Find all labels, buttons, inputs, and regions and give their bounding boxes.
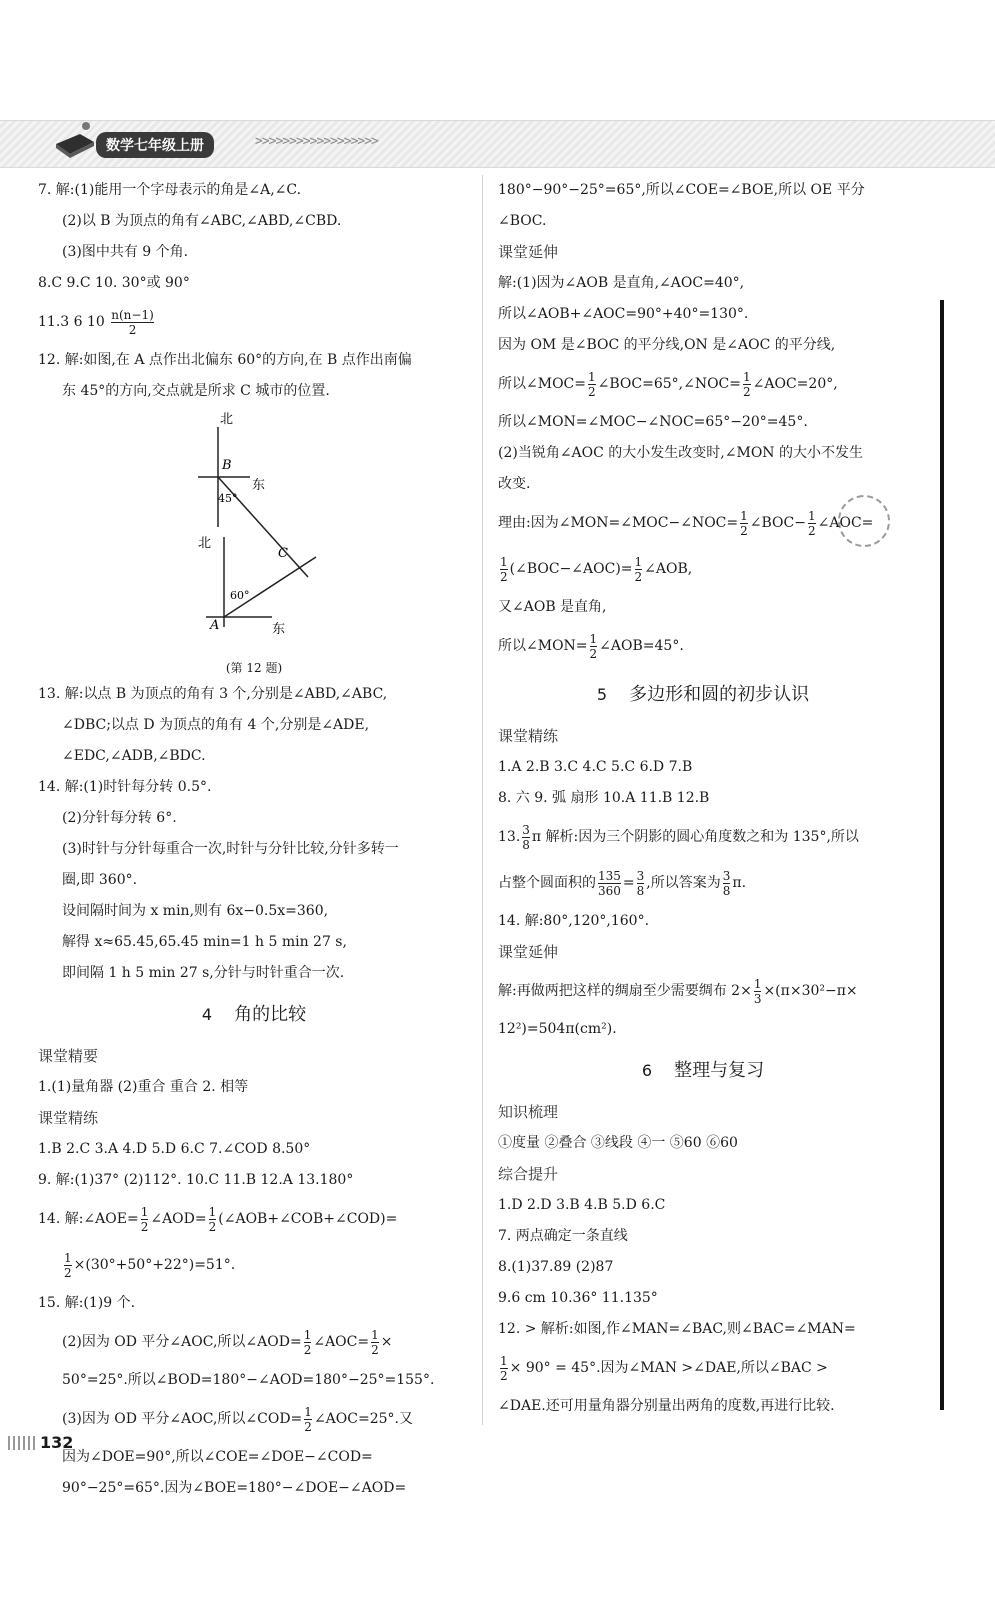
jinglian-heading: 课堂精练 xyxy=(38,1109,99,1127)
page-number-bars xyxy=(8,1436,36,1450)
e-line2: 12²)=504π(cm²). xyxy=(498,1021,617,1037)
ac-line xyxy=(224,557,316,617)
j13a: 13. xyxy=(498,829,521,845)
frac-3-8 xyxy=(637,869,645,898)
frac-num: 1 xyxy=(208,1204,217,1219)
j13c: 占整个圆面积的 xyxy=(498,875,596,891)
frac-num: n(n−1) xyxy=(111,307,154,322)
y4c: ∠AOC=20°, xyxy=(752,376,838,392)
frac-half xyxy=(808,509,816,538)
y-line1: 解:(1)因为∠AOB 是直角,∠AOC=40°, xyxy=(498,275,745,291)
page-edge-shadow xyxy=(940,300,944,1410)
y-line2: 所以∠AOB+∠AOC=90°+40°=130°. xyxy=(498,306,749,322)
j13b: π 解析:因为三个阴影的圆心角度数之和为 135°,所以 xyxy=(531,829,859,845)
label-c: C xyxy=(278,546,288,561)
y-line4 xyxy=(498,361,908,407)
c-line12b xyxy=(498,1345,908,1391)
section-4-title xyxy=(38,993,470,1037)
c12b: × 90° = 45°.因为∠MAN >∠DAE,所以∠BAC > xyxy=(509,1360,828,1376)
j13e: ,所以答案为 xyxy=(646,875,721,891)
label-60: 60° xyxy=(230,589,250,602)
q14b-text-c: (∠AOB+∠COB+∠COD)= xyxy=(218,1211,398,1227)
frac-den: 2 xyxy=(807,523,816,538)
label-east2: 东 xyxy=(272,622,286,637)
q15-2b: ∠AOC= xyxy=(313,1334,370,1350)
j-line13b xyxy=(498,860,908,906)
q15-line6: 90°−25°=65°.因为∠BOE=180°−∠DOE−∠AOD= xyxy=(62,1480,407,1496)
q15-2a: (2)因为 OD 平分∠AOC,所以∠AOD= xyxy=(62,1334,302,1350)
frac-num: 135 xyxy=(598,868,621,883)
right-column xyxy=(498,175,908,1422)
jingyao-heading: 课堂精要 xyxy=(38,1047,99,1065)
q7-line1: 7. 解:(1)能用一个字母表示的角是∠A,∠C. xyxy=(38,182,302,198)
q15-line2 xyxy=(38,1319,470,1365)
frac-num: 1 xyxy=(740,508,748,523)
yanshen2-heading: 课堂延伸 xyxy=(498,943,559,961)
frac-num: 1 xyxy=(303,1327,312,1342)
y-line8 xyxy=(498,500,908,546)
c-line8: 8.(1)37.89 (2)87 xyxy=(498,1259,614,1275)
figure-caption: (第 12 题) xyxy=(225,661,283,675)
q14-line1: 14. 解:(1)时针每分转 0.5°. xyxy=(38,779,212,795)
frac-3-8 xyxy=(522,823,530,852)
frac-num: 1 xyxy=(140,1204,149,1219)
frac-num: 1 xyxy=(807,508,816,523)
jingyao-1: 1.(1)量角器 (2)重合 重合 2. 相等 xyxy=(38,1079,249,1095)
q15-3b: ∠AOC=25°.又 xyxy=(313,1411,413,1427)
j-line13 xyxy=(498,814,908,860)
y8b: ∠BOC− xyxy=(749,515,806,531)
j-line8: 8. 六 9. 弧 扇形 10.A 11.B 12.B xyxy=(498,790,710,806)
e1b: ×(π×30²−π× xyxy=(763,983,858,999)
y-line10: 又∠AOB 是直角, xyxy=(498,599,607,615)
c-line1: 1.D 2.D 3.B 4.B 5.D 6.C xyxy=(498,1197,666,1213)
q12-line1: 12. 解:如图,在 A 点作出北偏东 60°的方向,在 B 点作出南偏 xyxy=(38,352,412,368)
q14b-line2 xyxy=(38,1242,470,1288)
frac-num: 1 xyxy=(589,631,598,646)
frac-den: 8 xyxy=(722,883,731,898)
q7-line2: (2)以 B 为顶点的角有∠ABC,∠ABD,∠CBD. xyxy=(62,213,342,229)
label-north1: 北 xyxy=(220,412,234,427)
frac-num: 1 xyxy=(64,1250,72,1265)
label-45: 45° xyxy=(218,492,238,505)
frac-half xyxy=(304,1328,312,1357)
section-5-title xyxy=(498,673,908,717)
y-line9 xyxy=(498,546,908,592)
j13d: = xyxy=(622,875,635,891)
y-line5: 所以∠MON=∠MOC−∠NOC=65°−20°=45°. xyxy=(498,414,808,430)
frac-half xyxy=(304,1405,312,1434)
q8-10: 8.C 9.C 10. 30°或 90° xyxy=(38,275,190,291)
frac-den: 2 xyxy=(589,646,598,661)
frac-den: 2 xyxy=(588,384,596,399)
e1a: 解:再做两把这样的绸扇至少需要绸布 2× xyxy=(498,983,752,999)
section-4-name: 角的比较 xyxy=(234,1004,307,1025)
jinglian-1: 1.B 2.C 3.A 4.D 5.D 6.C 7.∠COD 8.50° xyxy=(38,1141,311,1157)
q15-line3: 50°=25°.所以∠BOD=180°−∠AOD=180°−25°=155°. xyxy=(62,1372,435,1388)
frac-1-3 xyxy=(754,977,762,1006)
r-line1: 180°−90°−25°=65°,所以∠COE=∠BOE,所以 OE 平分 xyxy=(498,182,865,198)
book-logo-icon xyxy=(52,118,98,162)
frac-half xyxy=(743,370,751,399)
z-line1: ①度量 ②叠合 ③线段 ④一 ⑤60 ⑥60 xyxy=(498,1135,738,1151)
q11 xyxy=(38,299,470,345)
q14-line7: 即间隔 1 h 5 min 27 s,分针与时针重合一次. xyxy=(62,965,345,981)
frac-den: 2 xyxy=(500,1368,508,1383)
frac-den: 2 xyxy=(304,1419,312,1434)
frac-half xyxy=(635,555,643,584)
y-line3: 因为 OM 是∠BOC 的平分线,ON 是∠AOC 的平分线, xyxy=(498,337,836,353)
y9b: ∠AOB, xyxy=(644,561,693,577)
q15-line1: 15. 解:(1)9 个. xyxy=(38,1295,136,1311)
column-divider xyxy=(482,175,483,1425)
frac-den: 2 xyxy=(634,569,643,584)
q11-text: 11.3 6 10 xyxy=(38,314,105,330)
c-line12c: ∠DAE.还可用量角器分别量出两角的度数,再进行比较. xyxy=(498,1398,835,1414)
header-arrows: >>>>>>>>>>>>>>>>>> xyxy=(255,134,378,149)
frac-num: 3 xyxy=(636,868,645,883)
q14b-text-b: ∠AOD= xyxy=(150,1211,207,1227)
q14-line4: 圈,即 360°. xyxy=(62,872,138,888)
frac-num: 1 xyxy=(304,1404,312,1419)
j-line1: 1.A 2.B 3.C 4.C 5.C 6.D 7.B xyxy=(498,759,693,775)
frac-num: 3 xyxy=(722,868,731,883)
frac-den: 2 xyxy=(740,523,748,538)
frac-half xyxy=(209,1205,217,1234)
y-line7: 改变. xyxy=(498,476,531,492)
frac-den: 2 xyxy=(500,569,508,584)
j-line14: 14. 解:80°,120°,160°. xyxy=(498,913,650,929)
section-6-name: 整理与复习 xyxy=(674,1060,765,1081)
section-5-number: 5 xyxy=(596,685,608,704)
y11a: 所以∠MON= xyxy=(498,638,588,654)
frac-half xyxy=(64,1251,72,1280)
frac-half xyxy=(590,632,598,661)
jinglian2-heading: 课堂精练 xyxy=(498,727,559,745)
frac-135-360 xyxy=(598,869,621,898)
q14b-text-a: 14. 解:∠AOE= xyxy=(38,1211,139,1227)
label-east1: 东 xyxy=(252,478,266,493)
frac-den: 2 xyxy=(303,1342,312,1357)
frac-den: 2 xyxy=(140,1219,149,1234)
y-line6: (2)当锐角∠AOC 的大小发生改变时,∠MON 的大小不发生 xyxy=(498,445,864,461)
q15-line5: 因为∠DOE=90°,所以∠COE=∠DOE−∠COD= xyxy=(62,1449,373,1465)
frac-den: 3 xyxy=(753,991,762,1006)
frac-den: 2 xyxy=(208,1219,217,1234)
y4a: 所以∠MOC= xyxy=(498,376,586,392)
q11-fraction xyxy=(111,308,154,337)
section-6-number: 6 xyxy=(641,1061,653,1080)
frac-den: 2 xyxy=(371,1342,379,1357)
frac-num: 3 xyxy=(522,822,530,837)
jinglian-9: 9. 解:(1)37° (2)112°. 10.C 11.B 12.A 13.180° xyxy=(38,1172,354,1188)
e-line1 xyxy=(498,968,908,1014)
frac-den: 360 xyxy=(598,883,621,898)
q14-line5: 设间隔时间为 x min,则有 6x−0.5x=360, xyxy=(62,903,329,919)
label-a: A xyxy=(210,618,220,633)
frac-den: 2 xyxy=(64,1265,72,1280)
y9a: (∠BOC−∠AOC)= xyxy=(509,561,633,577)
frac-num: 1 xyxy=(753,976,762,991)
label-b: B xyxy=(222,458,232,473)
frac-half xyxy=(500,1354,508,1383)
c-line9: 9.6 cm 10.36° 11.135° xyxy=(498,1290,658,1306)
y8a: 理由:因为∠MON=∠MOC−∠NOC= xyxy=(498,515,739,531)
section-6-title xyxy=(498,1049,908,1093)
zhishi-heading: 知识梳理 xyxy=(498,1103,559,1121)
left-column xyxy=(38,175,470,1504)
q13-line3: ∠EDC,∠ADB,∠BDC. xyxy=(62,748,206,764)
compass-diagram xyxy=(188,407,328,657)
frac-num: 1 xyxy=(634,554,643,569)
q14-line3: (3)时针与分针每重合一次,时针与分针比较,分针多转一 xyxy=(62,841,399,857)
page-number: 132 xyxy=(40,1433,74,1452)
c-line12a: 12. > 解析:如图,作∠MAN=∠BAC,则∠BAC=∠MAN= xyxy=(498,1321,856,1337)
q14-line2: (2)分针每分转 6°. xyxy=(62,810,177,826)
frac-num: 1 xyxy=(588,369,596,384)
q14-line6: 解得 x≈65.45,65.45 min=1 h 5 min 27 s, xyxy=(62,934,347,950)
j13f: π. xyxy=(732,875,747,891)
frac-3-8 xyxy=(723,869,731,898)
c-line7: 7. 两点确定一条直线 xyxy=(498,1228,628,1244)
frac-half xyxy=(141,1205,149,1234)
frac-half xyxy=(588,370,596,399)
q7-line3: (3)图中共有 9 个角. xyxy=(62,244,189,260)
q15-3a: (3)因为 OD 平分∠AOC,所以∠COD= xyxy=(62,1411,303,1427)
y8c: ∠AOC= xyxy=(817,515,874,531)
section-5-name: 多边形和圆的初步认识 xyxy=(629,684,810,705)
frac-num: 1 xyxy=(743,369,751,384)
frac-half xyxy=(740,509,748,538)
q13-line2: ∠DBC;以点 D 为顶点的角有 4 个,分别是∠ADE, xyxy=(62,717,370,733)
zonghe-heading: 综合提升 xyxy=(498,1165,559,1183)
frac-half xyxy=(500,555,508,584)
frac-num: 1 xyxy=(500,554,508,569)
yanshen-heading: 课堂延伸 xyxy=(498,243,559,261)
r-line2: ∠BOC. xyxy=(498,213,547,229)
y4b: ∠BOC=65°,∠NOC= xyxy=(597,376,742,392)
q14b-line1 xyxy=(38,1196,470,1242)
y11b: ∠AOB=45°. xyxy=(599,638,684,654)
figure-12 xyxy=(38,407,470,657)
q13-line1: 13. 解:以点 B 为顶点的角有 3 个,分别是∠ABD,∠ABC, xyxy=(38,686,388,702)
frac-den: 2 xyxy=(743,384,751,399)
label-north2: 北 xyxy=(198,536,212,551)
header-title: 数学七年级上册 xyxy=(96,132,214,158)
y-line11 xyxy=(498,623,908,669)
frac-den: 2 xyxy=(111,322,154,337)
frac-den: 8 xyxy=(522,837,530,852)
frac-half xyxy=(371,1328,379,1357)
q15-line4 xyxy=(38,1396,470,1442)
q12-line2: 东 45°的方向,交点就是所求 C 城市的位置. xyxy=(62,383,330,399)
frac-den: 8 xyxy=(636,883,645,898)
frac-num: 1 xyxy=(371,1327,379,1342)
q15-2c: × xyxy=(380,1334,393,1350)
q14b-text-d: ×(30°+50°+22°)=51°. xyxy=(73,1257,236,1273)
frac-num: 1 xyxy=(500,1353,508,1368)
section-4-number: 4 xyxy=(201,1005,213,1024)
